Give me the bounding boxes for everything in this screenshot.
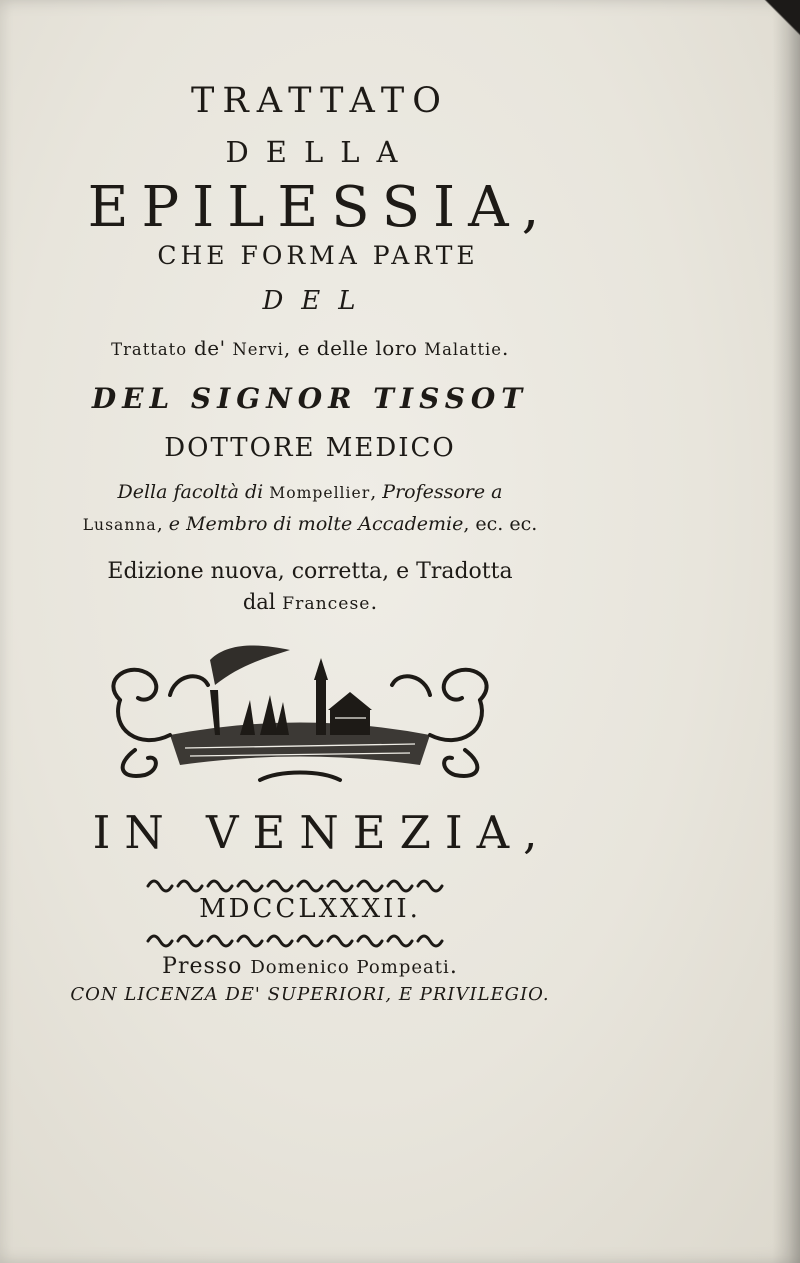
dal-word: dal (242, 590, 283, 614)
membership-line (0, 515, 620, 534)
comma: , (370, 481, 383, 503)
mompellier-word: Mompellier (269, 484, 371, 502)
lusanna-word: Lusanna (82, 516, 157, 534)
trattato-word: Trattato (111, 340, 188, 359)
faculty-line (0, 483, 620, 502)
fleuron-rule-bottom (140, 927, 460, 951)
ec-text: , ec. ec. (463, 513, 538, 535)
delle-loro-words: , e delle loro (283, 336, 425, 360)
fleuron-rule-top (140, 872, 460, 896)
author-title-line: DOTTORE MEDICO (164, 433, 456, 463)
woodcut-vignette-town-icon (90, 640, 510, 790)
period: . (501, 336, 509, 360)
title-line-del: DEL (262, 286, 374, 316)
page-spine-shadow (772, 0, 800, 1263)
period: . (370, 590, 378, 614)
edition-line: Edizione nuova, corretta, e Tradotta (107, 559, 513, 584)
professore-text: Professore a (382, 481, 503, 503)
license-line: CON LICENZA DE' SUPERIORI, E PRIVILEGIO. (70, 984, 550, 1005)
comma: , (156, 513, 169, 535)
title-line-trattato-nervi (0, 338, 620, 358)
page-corner (740, 0, 800, 60)
author-line: DEL SIGNOR TISSOT (91, 382, 529, 415)
presso-word: Presso (162, 954, 251, 979)
malattie-word: Malattie (424, 340, 502, 359)
nervi-word: Nervi (232, 340, 284, 359)
translation-line (0, 592, 620, 613)
francese-word: Francese (282, 594, 371, 614)
title-line-della: DELLA (225, 135, 415, 169)
title-line-trattato: TRATTATO (191, 81, 449, 121)
place-line: IN VENEZIA, (92, 806, 552, 859)
faculty-text: Della facoltà di (117, 481, 270, 503)
year-line: MDCCLXXXII. (199, 894, 421, 924)
period: . (449, 954, 458, 979)
title-line-epilessia: EPILESSIA, (87, 175, 553, 240)
de-word: de' (187, 336, 233, 360)
printer-line (0, 956, 620, 978)
title-line-che-forma-parte: CHE FORMA PARTE (157, 241, 479, 270)
printer-name: Domenico Pompeati (250, 957, 450, 978)
accademie-text: e Membro di molte Accademie (168, 513, 464, 535)
